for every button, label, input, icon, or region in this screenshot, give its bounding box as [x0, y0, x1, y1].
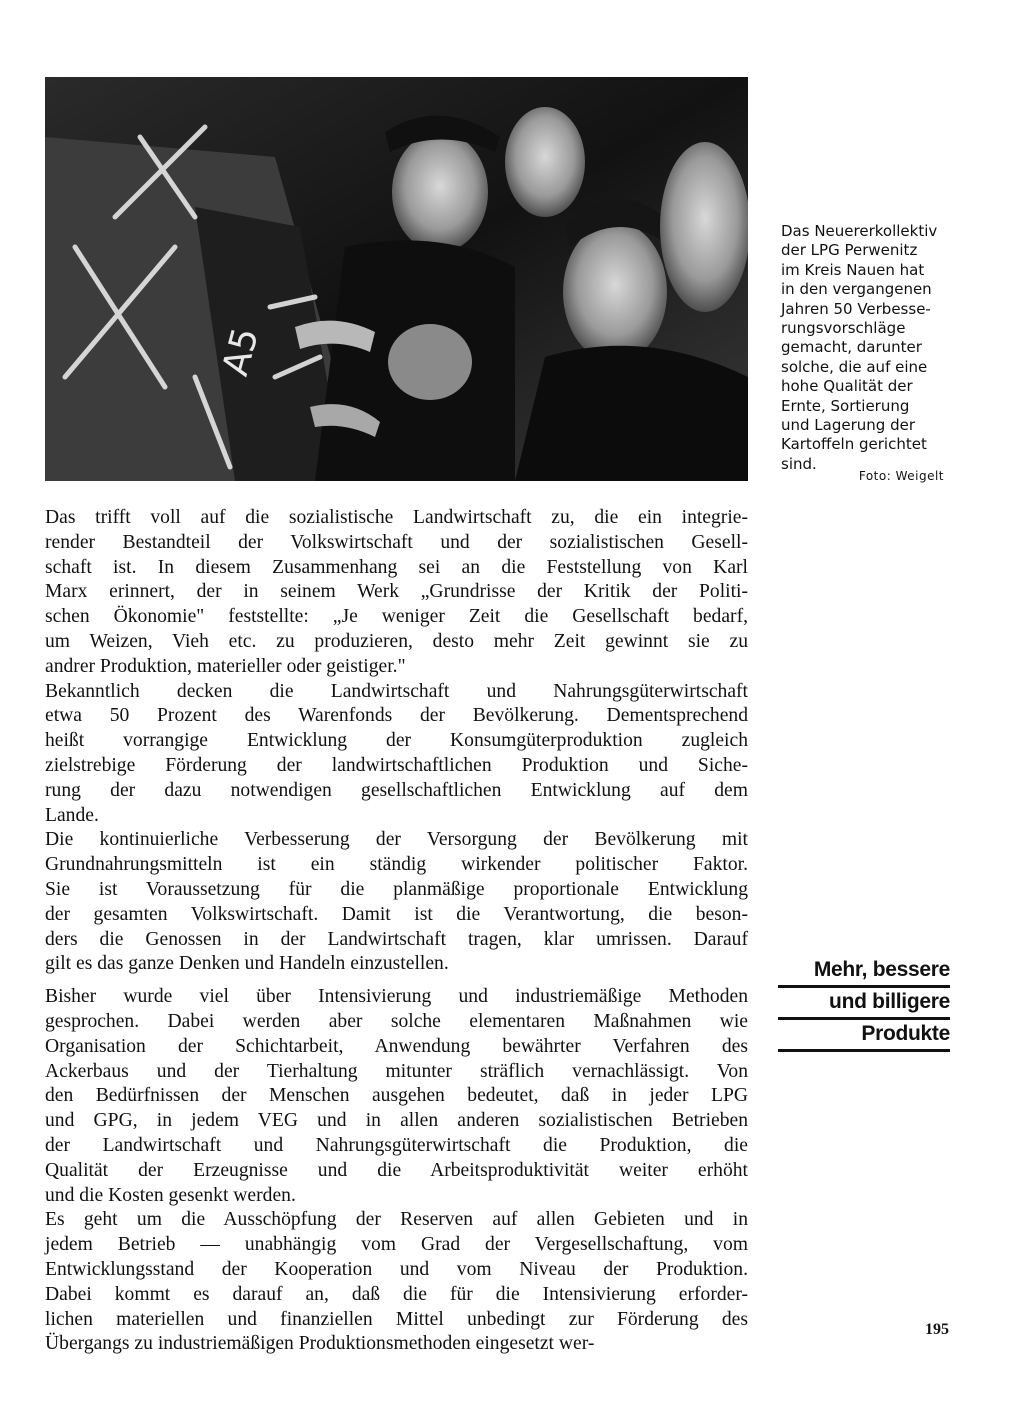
text-line: den Bedürfnissen der Menschen ausgehen bedeutet, daß in jeder LPG — [45, 1085, 748, 1107]
text-line: gesprochen. Dabei werden aber solche elementaren Maßnahmen wie — [45, 1010, 748, 1032]
text-line: rung der dazu notwendigen gesellschaftlichen Entwicklung auf dem — [45, 779, 748, 801]
paragraph — [45, 828, 748, 977]
text-line: Ackerbaus und der Tierhaltung mitunter sträflich vernachlässigt. Von — [45, 1060, 748, 1082]
text-line: lichen materiellen und finanziellen Mittel unbedingt zur Förderung des — [45, 1308, 748, 1330]
text-line: Lande. — [45, 804, 99, 826]
caption-line: in den vergangenen — [781, 280, 932, 299]
article-body — [45, 506, 748, 1357]
caption-line: Das Neuererkollektiv — [781, 222, 938, 240]
text-line: heißt vorrangige Entwicklung der Konsumgüterproduktion zugleich — [45, 730, 748, 752]
text-line: gilt es das ganze Denken und Handeln einzustellen. — [45, 953, 449, 975]
text-line: der gesamten Volkswirtschaft. Damit ist die Verantwortung, die beson- — [45, 903, 748, 925]
side-heading-line: und billigere — [778, 988, 950, 1020]
paragraph — [45, 506, 748, 680]
side-heading-line: Produkte — [778, 1020, 950, 1052]
text-line: Entwicklungsstand der Kooperation und vom Niveau der Produktion. — [45, 1258, 748, 1280]
caption-line: der LPG Perwenitz — [781, 241, 918, 260]
text-line: Grundnahrungsmitteln ist ein ständig wirkender politischer Faktor. — [45, 854, 748, 876]
text-line: jedem Betrieb — unabhängig vom Grad der Vergesellschaftung, vom — [45, 1234, 748, 1256]
text-line: und die Kosten gesenkt werden. — [45, 1184, 296, 1206]
text-line: Die kontinuierliche Verbesserung der Versorgung der Bevölkerung mit — [45, 829, 748, 851]
text-line: um Weizen, Vieh etc. zu produzieren, desto mehr Zeit gewinnt sie zu — [45, 630, 748, 652]
text-line: Organisation der Schichtarbeit, Anwendung bewährter Verfahren des — [45, 1035, 748, 1057]
caption-line: Ernte, Sortierung — [781, 396, 910, 415]
text-line: andrer Produktion, materieller oder geistiger." — [45, 655, 406, 677]
text-line: Bekanntlich decken die Landwirtschaft und Nahrungsgüterwirtschaft — [45, 680, 748, 702]
text-line: render Bestandteil der Volkswirtschaft und der sozialistischen Gesell- — [45, 531, 748, 553]
caption-line: Kartoffeln gerichtet — [781, 435, 927, 454]
caption-line: sind. — [781, 454, 817, 473]
caption-line: im Kreis Nauen hat — [781, 260, 925, 279]
text-line: Übergangs zu industriemäßigen Produktionsmethoden eingesetzt wer- — [45, 1333, 595, 1355]
caption-line: hohe Qualität der — [781, 377, 913, 396]
caption-line: solche, die auf eine — [781, 357, 928, 376]
paragraph — [45, 1208, 748, 1357]
text-line: etwa 50 Prozent des Warenfonds der Bevölkerung. Dementsprechend — [45, 705, 748, 727]
caption-line: Jahren 50 Verbesse- — [781, 299, 931, 318]
paragraph — [45, 680, 748, 829]
caption-line: und Lagerung der — [781, 416, 915, 435]
text-line: Sie ist Voraussetzung für die planmäßige proportionale Entwicklung — [45, 878, 748, 900]
text-line: zielstrebige Förderung der landwirtschaftlichen Produktion und Siche- — [45, 754, 748, 776]
caption-line: rungsvorschläge — [781, 319, 906, 338]
text-line: Dabei kommt es darauf an, daß die für die Intensivierung erforder- — [45, 1283, 748, 1305]
text-line: Bisher wurde viel über Intensivierung und industriemäßige Methoden — [45, 986, 748, 1008]
photo-caption — [781, 222, 961, 474]
photo-credit: Foto: Weigelt — [858, 469, 944, 483]
paragraph — [45, 985, 748, 1208]
text-line: schen Ökonomie" feststellte: „Je weniger Zeit die Gesellschaft bedarf, — [45, 606, 748, 628]
paragraph-gap — [45, 977, 748, 985]
text-line: ders die Genossen in der Landwirtschaft tragen, klar umrissen. Darauf — [45, 928, 748, 950]
text-line: Qualität der Erzeugnisse und die Arbeitsproduktivität weiter erhöht — [45, 1159, 748, 1181]
news-photo — [45, 77, 748, 481]
chalk-text: A5 — [215, 323, 267, 381]
page-number: 195 — [925, 1321, 949, 1338]
text-line: schaft ist. In diesem Zusammenhang sei an die Feststellung von Karl — [45, 556, 748, 578]
text-line: Marx erinnert, der in seinem Werk „Grundrisse der Kritik der Politi- — [45, 581, 748, 603]
text-line: Das trifft voll auf die sozialistische Landwirtschaft zu, die ein integrie- — [45, 507, 748, 528]
side-heading-line: Mehr, bessere — [778, 956, 950, 988]
side-heading — [778, 956, 950, 1052]
text-line: der Landwirtschaft und Nahrungsgüterwirtschaft die Produktion, die — [45, 1134, 748, 1156]
caption-line: gemacht, darunter — [781, 338, 922, 357]
text-line: Es geht um die Ausschöpfung der Reserven auf allen Gebieten und in — [45, 1209, 748, 1231]
photo-illustration — [45, 77, 748, 481]
text-line: und GPG, in jedem VEG und in allen anderen sozialistischen Betrieben — [45, 1110, 748, 1132]
